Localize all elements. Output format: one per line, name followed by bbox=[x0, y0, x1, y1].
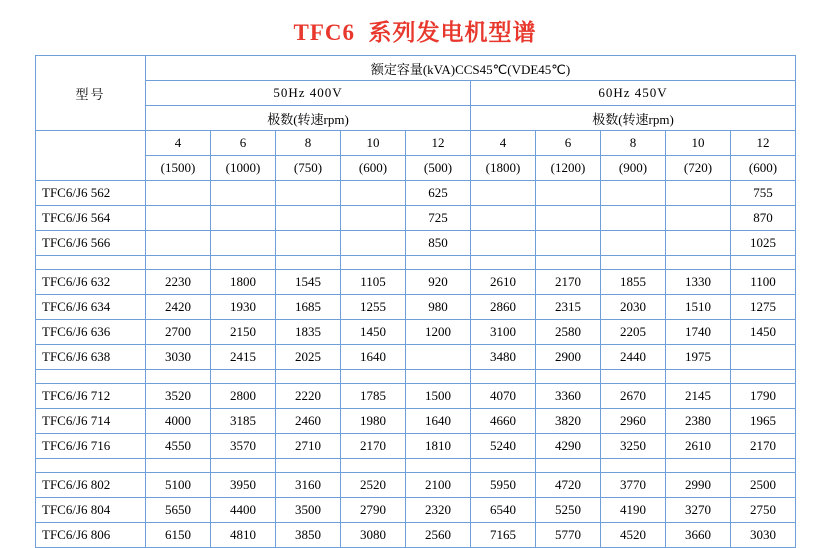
capacity-cell: 4070 bbox=[471, 384, 536, 409]
capacity-cell: 2420 bbox=[146, 295, 211, 320]
capacity-cell bbox=[341, 231, 406, 256]
header-row-pole-numbers bbox=[36, 131, 796, 156]
pole-rpm-50-8: (750) bbox=[276, 156, 341, 181]
capacity-cell: 2610 bbox=[471, 270, 536, 295]
capacity-cell: 4810 bbox=[211, 523, 276, 548]
header-freq-60hz: 60Hz 450V bbox=[471, 81, 796, 106]
spacer-cell bbox=[406, 459, 471, 473]
capacity-cell: 1510 bbox=[666, 295, 731, 320]
capacity-cell: 3820 bbox=[536, 409, 601, 434]
spacer-cell bbox=[471, 256, 536, 270]
spacer-cell bbox=[406, 256, 471, 270]
pole-number-50-4: 4 bbox=[146, 131, 211, 156]
capacity-cell bbox=[666, 206, 731, 231]
capacity-cell: 2790 bbox=[341, 498, 406, 523]
capacity-cell: 2960 bbox=[601, 409, 666, 434]
capacity-cell bbox=[146, 206, 211, 231]
capacity-cell bbox=[276, 206, 341, 231]
capacity-cell: 4290 bbox=[536, 434, 601, 459]
capacity-cell: 1785 bbox=[341, 384, 406, 409]
capacity-cell: 2860 bbox=[471, 295, 536, 320]
capacity-cell: 3570 bbox=[211, 434, 276, 459]
spacer-cell bbox=[36, 370, 146, 384]
capacity-cell bbox=[471, 231, 536, 256]
table-row bbox=[36, 409, 796, 434]
capacity-cell: 2380 bbox=[666, 409, 731, 434]
capacity-cell: 3080 bbox=[341, 523, 406, 548]
capacity-cell: 3500 bbox=[276, 498, 341, 523]
capacity-cell bbox=[731, 345, 796, 370]
capacity-cell: 4190 bbox=[601, 498, 666, 523]
capacity-cell: 2900 bbox=[536, 345, 601, 370]
pole-number-60-4: 4 bbox=[471, 131, 536, 156]
capacity-cell: 2500 bbox=[731, 473, 796, 498]
header-freq-50hz: 50Hz 400V bbox=[146, 81, 471, 106]
capacity-cell: 2990 bbox=[666, 473, 731, 498]
header-row-poles bbox=[36, 106, 796, 131]
table-row bbox=[36, 523, 796, 548]
capacity-cell bbox=[146, 181, 211, 206]
spacer-cell bbox=[536, 256, 601, 270]
capacity-cell: 3250 bbox=[601, 434, 666, 459]
pole-number-50-12: 12 bbox=[406, 131, 471, 156]
capacity-cell: 1965 bbox=[731, 409, 796, 434]
model-cell: TFC6/J6 716 bbox=[36, 434, 146, 459]
pole-rpm-50-4: (1500) bbox=[146, 156, 211, 181]
capacity-cell: 1790 bbox=[731, 384, 796, 409]
capacity-cell: 1640 bbox=[341, 345, 406, 370]
capacity-cell: 920 bbox=[406, 270, 471, 295]
spacer-cell bbox=[276, 459, 341, 473]
capacity-cell: 3100 bbox=[471, 320, 536, 345]
spacer-cell bbox=[536, 459, 601, 473]
spacer-cell bbox=[36, 459, 146, 473]
capacity-cell: 5100 bbox=[146, 473, 211, 498]
spacer-cell bbox=[731, 256, 796, 270]
capacity-cell bbox=[146, 231, 211, 256]
capacity-cell: 4520 bbox=[601, 523, 666, 548]
table-row bbox=[36, 231, 796, 256]
capacity-cell: 2560 bbox=[406, 523, 471, 548]
spacer-cell bbox=[146, 370, 211, 384]
table-row bbox=[36, 345, 796, 370]
spacer-cell bbox=[146, 256, 211, 270]
capacity-cell: 2030 bbox=[601, 295, 666, 320]
capacity-cell: 980 bbox=[406, 295, 471, 320]
capacity-cell: 2580 bbox=[536, 320, 601, 345]
capacity-cell: 3770 bbox=[601, 473, 666, 498]
capacity-cell: 1930 bbox=[211, 295, 276, 320]
capacity-cell: 1100 bbox=[731, 270, 796, 295]
capacity-cell: 2230 bbox=[146, 270, 211, 295]
capacity-cell: 2460 bbox=[276, 409, 341, 434]
header-model-label: 型号 bbox=[36, 56, 146, 131]
spacer-cell bbox=[276, 256, 341, 270]
table-spacer-row bbox=[36, 256, 796, 270]
table-row bbox=[36, 473, 796, 498]
capacity-cell bbox=[211, 231, 276, 256]
capacity-cell bbox=[471, 206, 536, 231]
header-capacity-label: 额定容量(kVA)CCS45℃(VDE45℃) bbox=[146, 56, 796, 81]
header-poles-50hz: 极数(转速rpm) bbox=[146, 106, 471, 131]
capacity-cell: 1450 bbox=[341, 320, 406, 345]
spacer-cell bbox=[341, 459, 406, 473]
capacity-cell bbox=[601, 181, 666, 206]
capacity-cell bbox=[406, 345, 471, 370]
capacity-cell bbox=[601, 231, 666, 256]
capacity-cell: 3030 bbox=[146, 345, 211, 370]
capacity-cell: 1975 bbox=[666, 345, 731, 370]
spacer-cell bbox=[36, 256, 146, 270]
spacer-cell bbox=[731, 370, 796, 384]
capacity-cell bbox=[211, 181, 276, 206]
capacity-cell: 3160 bbox=[276, 473, 341, 498]
capacity-cell: 3030 bbox=[731, 523, 796, 548]
page-title: TFC6 系列发电机型谱 bbox=[293, 20, 537, 45]
capacity-cell: 1640 bbox=[406, 409, 471, 434]
model-cell: TFC6/J6 714 bbox=[36, 409, 146, 434]
capacity-cell: 2170 bbox=[731, 434, 796, 459]
capacity-cell: 725 bbox=[406, 206, 471, 231]
model-cell: TFC6/J6 638 bbox=[36, 345, 146, 370]
pole-number-50-8: 8 bbox=[276, 131, 341, 156]
header-poles-60hz: 极数(转速rpm) bbox=[471, 106, 796, 131]
spacer-cell bbox=[276, 370, 341, 384]
header-model-spacer bbox=[36, 131, 146, 181]
capacity-cell: 2145 bbox=[666, 384, 731, 409]
pole-rpm-50-10: (600) bbox=[341, 156, 406, 181]
model-cell: TFC6/J6 712 bbox=[36, 384, 146, 409]
capacity-cell: 625 bbox=[406, 181, 471, 206]
capacity-cell: 2700 bbox=[146, 320, 211, 345]
capacity-cell: 2220 bbox=[276, 384, 341, 409]
pole-rpm-60-6: (1200) bbox=[536, 156, 601, 181]
pole-number-50-10: 10 bbox=[341, 131, 406, 156]
pole-number-60-6: 6 bbox=[536, 131, 601, 156]
capacity-cell: 4550 bbox=[146, 434, 211, 459]
spacer-cell bbox=[666, 370, 731, 384]
model-cell: TFC6/J6 802 bbox=[36, 473, 146, 498]
capacity-cell: 1545 bbox=[276, 270, 341, 295]
capacity-cell: 1450 bbox=[731, 320, 796, 345]
pole-rpm-60-4: (1800) bbox=[471, 156, 536, 181]
capacity-cell: 5950 bbox=[471, 473, 536, 498]
capacity-cell: 3185 bbox=[211, 409, 276, 434]
capacity-cell bbox=[666, 181, 731, 206]
capacity-cell: 4720 bbox=[536, 473, 601, 498]
capacity-cell: 1200 bbox=[406, 320, 471, 345]
capacity-cell bbox=[536, 206, 601, 231]
capacity-cell: 6540 bbox=[471, 498, 536, 523]
header-row-frequency bbox=[36, 81, 796, 106]
capacity-cell: 2670 bbox=[601, 384, 666, 409]
spacer-cell bbox=[666, 459, 731, 473]
generator-spec-table bbox=[35, 55, 796, 548]
capacity-cell: 1810 bbox=[406, 434, 471, 459]
table-spacer-row bbox=[36, 370, 796, 384]
model-cell: TFC6/J6 564 bbox=[36, 206, 146, 231]
table-row bbox=[36, 295, 796, 320]
pole-number-60-12: 12 bbox=[731, 131, 796, 156]
spacer-cell bbox=[341, 370, 406, 384]
capacity-cell: 2710 bbox=[276, 434, 341, 459]
spacer-cell bbox=[471, 459, 536, 473]
table-row bbox=[36, 320, 796, 345]
capacity-cell: 870 bbox=[731, 206, 796, 231]
capacity-cell bbox=[341, 206, 406, 231]
spacer-cell bbox=[341, 256, 406, 270]
capacity-cell: 1255 bbox=[341, 295, 406, 320]
spacer-cell bbox=[601, 370, 666, 384]
header-row-capacity bbox=[36, 56, 796, 81]
spacer-cell bbox=[601, 459, 666, 473]
model-cell: TFC6/J6 562 bbox=[36, 181, 146, 206]
spacer-cell bbox=[666, 256, 731, 270]
table-row bbox=[36, 206, 796, 231]
capacity-cell bbox=[276, 181, 341, 206]
capacity-cell: 4000 bbox=[146, 409, 211, 434]
capacity-cell: 4400 bbox=[211, 498, 276, 523]
pole-rpm-60-8: (900) bbox=[601, 156, 666, 181]
capacity-cell: 1105 bbox=[341, 270, 406, 295]
capacity-cell: 2610 bbox=[666, 434, 731, 459]
capacity-cell: 3520 bbox=[146, 384, 211, 409]
pole-rpm-60-12: (600) bbox=[731, 156, 796, 181]
capacity-cell: 1800 bbox=[211, 270, 276, 295]
model-cell: TFC6/J6 806 bbox=[36, 523, 146, 548]
capacity-cell: 1980 bbox=[341, 409, 406, 434]
capacity-cell: 2100 bbox=[406, 473, 471, 498]
table-row bbox=[36, 181, 796, 206]
spacer-cell bbox=[471, 370, 536, 384]
capacity-cell: 2520 bbox=[341, 473, 406, 498]
capacity-cell: 1500 bbox=[406, 384, 471, 409]
table-row bbox=[36, 384, 796, 409]
model-cell: TFC6/J6 632 bbox=[36, 270, 146, 295]
capacity-cell: 2170 bbox=[341, 434, 406, 459]
spacer-cell bbox=[211, 370, 276, 384]
capacity-cell: 1025 bbox=[731, 231, 796, 256]
capacity-cell: 5250 bbox=[536, 498, 601, 523]
pole-number-60-8: 8 bbox=[601, 131, 666, 156]
table-spacer-row bbox=[36, 459, 796, 473]
capacity-cell: 3950 bbox=[211, 473, 276, 498]
capacity-cell: 5650 bbox=[146, 498, 211, 523]
capacity-cell bbox=[536, 231, 601, 256]
capacity-cell bbox=[536, 181, 601, 206]
capacity-cell: 5240 bbox=[471, 434, 536, 459]
capacity-cell bbox=[471, 181, 536, 206]
capacity-cell: 2315 bbox=[536, 295, 601, 320]
pole-rpm-60-10: (720) bbox=[666, 156, 731, 181]
capacity-cell: 2440 bbox=[601, 345, 666, 370]
model-cell: TFC6/J6 636 bbox=[36, 320, 146, 345]
spacer-cell bbox=[406, 370, 471, 384]
capacity-cell: 3270 bbox=[666, 498, 731, 523]
pole-number-60-10: 10 bbox=[666, 131, 731, 156]
capacity-cell: 2750 bbox=[731, 498, 796, 523]
model-cell: TFC6/J6 566 bbox=[36, 231, 146, 256]
capacity-cell: 7165 bbox=[471, 523, 536, 548]
capacity-cell: 1855 bbox=[601, 270, 666, 295]
capacity-cell bbox=[211, 206, 276, 231]
spec-table-wrapper bbox=[35, 55, 795, 548]
spacer-cell bbox=[211, 256, 276, 270]
model-cell: TFC6/J6 804 bbox=[36, 498, 146, 523]
spacer-cell bbox=[211, 459, 276, 473]
pole-number-50-6: 6 bbox=[211, 131, 276, 156]
capacity-cell bbox=[276, 231, 341, 256]
capacity-cell: 3360 bbox=[536, 384, 601, 409]
capacity-cell: 2170 bbox=[536, 270, 601, 295]
capacity-cell: 1685 bbox=[276, 295, 341, 320]
spacer-cell bbox=[146, 459, 211, 473]
capacity-cell: 2205 bbox=[601, 320, 666, 345]
capacity-cell: 2800 bbox=[211, 384, 276, 409]
pole-rpm-50-6: (1000) bbox=[211, 156, 276, 181]
capacity-cell: 1835 bbox=[276, 320, 341, 345]
capacity-cell bbox=[341, 181, 406, 206]
spacer-cell bbox=[601, 256, 666, 270]
capacity-cell: 1330 bbox=[666, 270, 731, 295]
capacity-cell: 755 bbox=[731, 181, 796, 206]
spacer-cell bbox=[731, 459, 796, 473]
table-row bbox=[36, 434, 796, 459]
capacity-cell: 5770 bbox=[536, 523, 601, 548]
capacity-cell: 2415 bbox=[211, 345, 276, 370]
capacity-cell bbox=[666, 231, 731, 256]
capacity-cell: 2150 bbox=[211, 320, 276, 345]
capacity-cell bbox=[601, 206, 666, 231]
capacity-cell: 3480 bbox=[471, 345, 536, 370]
pole-rpm-50-12: (500) bbox=[406, 156, 471, 181]
capacity-cell: 3850 bbox=[276, 523, 341, 548]
capacity-cell: 2320 bbox=[406, 498, 471, 523]
table-row bbox=[36, 270, 796, 295]
table-row bbox=[36, 498, 796, 523]
capacity-cell: 1275 bbox=[731, 295, 796, 320]
capacity-cell: 2025 bbox=[276, 345, 341, 370]
capacity-cell: 850 bbox=[406, 231, 471, 256]
capacity-cell: 3660 bbox=[666, 523, 731, 548]
model-cell: TFC6/J6 634 bbox=[36, 295, 146, 320]
capacity-cell: 4660 bbox=[471, 409, 536, 434]
header-row-pole-rpm bbox=[36, 156, 796, 181]
spacer-cell bbox=[536, 370, 601, 384]
capacity-cell: 6150 bbox=[146, 523, 211, 548]
capacity-cell: 1740 bbox=[666, 320, 731, 345]
